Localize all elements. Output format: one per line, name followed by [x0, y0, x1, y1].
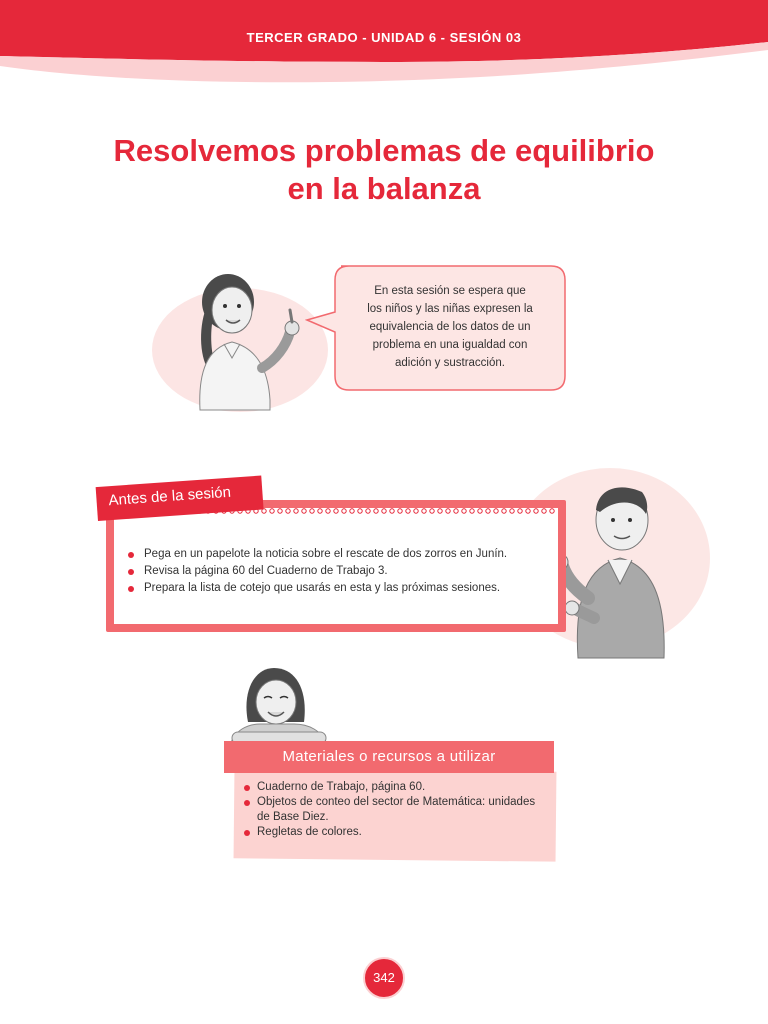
spiral-ring [270, 509, 274, 513]
spiral-ring [486, 509, 490, 513]
list-item: Regletas de colores. [244, 825, 544, 840]
spiral-ring [302, 509, 306, 513]
spiral-ring [542, 509, 546, 513]
spiral-ring [414, 509, 418, 513]
list-item: Revisa la página 60 del Cuaderno de Trabajo 3. [128, 563, 548, 580]
spiral-ring [398, 509, 402, 513]
page-header-band [0, 0, 768, 90]
spiral-ring [430, 509, 434, 513]
spiral-ring [278, 509, 282, 513]
spiral-ring [294, 509, 298, 513]
list-item: Prepara la lista de cotejo que usarás en esta y las próximas sesiones. [128, 580, 548, 597]
speech-bubble [305, 262, 567, 394]
title-line-2: en la balanza [287, 171, 481, 206]
spiral-ring [374, 509, 378, 513]
spiral-ring [518, 509, 522, 513]
smiling-girl-illustration [224, 662, 334, 746]
spiral-ring [422, 509, 426, 513]
antes-heading-tab: Antes de la sesión [96, 476, 264, 521]
spiral-ring [318, 509, 322, 513]
spiral-ring [494, 509, 498, 513]
spiral-ring [510, 509, 514, 513]
spiral-ring [470, 509, 474, 513]
antes-checklist [128, 546, 548, 597]
materiales-heading: Materiales o recursos a utilizar [224, 741, 554, 773]
girl-pointing-illustration [150, 250, 330, 420]
title-line-1: Resolvemos problemas de equilibrio [113, 133, 655, 168]
bubble-line: En esta sesión se espera que [374, 285, 526, 297]
spiral-ring [438, 509, 442, 513]
spiral-ring [406, 509, 410, 513]
list-item: Cuaderno de Trabajo, página 60. [244, 780, 544, 795]
spiral-ring [342, 509, 346, 513]
materiales-list [244, 780, 544, 840]
header-session-label: TERCER GRADO - UNIDAD 6 - SESIÓN 03 [246, 30, 522, 45]
bubble-line: adición y sustracción. [395, 357, 505, 369]
spiral-ring [526, 509, 530, 513]
spiral-ring [462, 509, 466, 513]
spiral-ring [366, 509, 370, 513]
speech-bubble-text [339, 282, 561, 372]
list-item: Objetos de conteo del sector de Matemática: unidades de Base Diez. [244, 795, 544, 825]
spiral-ring [446, 509, 450, 513]
bubble-line: los niños y las niñas expresen la [367, 303, 533, 315]
spiral-ring [310, 509, 314, 513]
spiral-ring [454, 509, 458, 513]
bubble-line: equivalencia de los datos de un [369, 321, 531, 333]
spiral-ring [534, 509, 538, 513]
spiral-ring [326, 509, 330, 513]
spiral-ring [382, 509, 386, 513]
spiral-ring [390, 509, 394, 513]
bubble-line: problema en una igualdad con [372, 339, 528, 351]
spiral-ring [334, 509, 338, 513]
list-item: Pega en un papelote la noticia sobre el rescate de dos zorros en Junín. [128, 546, 548, 563]
header-wave-shape [0, 0, 768, 90]
spiral-ring [350, 509, 354, 513]
spiral-ring [358, 509, 362, 513]
spiral-ring [502, 509, 506, 513]
page-title [0, 132, 768, 208]
page-number-badge: 342 [363, 957, 405, 999]
spiral-ring [550, 509, 554, 513]
spiral-ring [286, 509, 290, 513]
spiral-ring [478, 509, 482, 513]
